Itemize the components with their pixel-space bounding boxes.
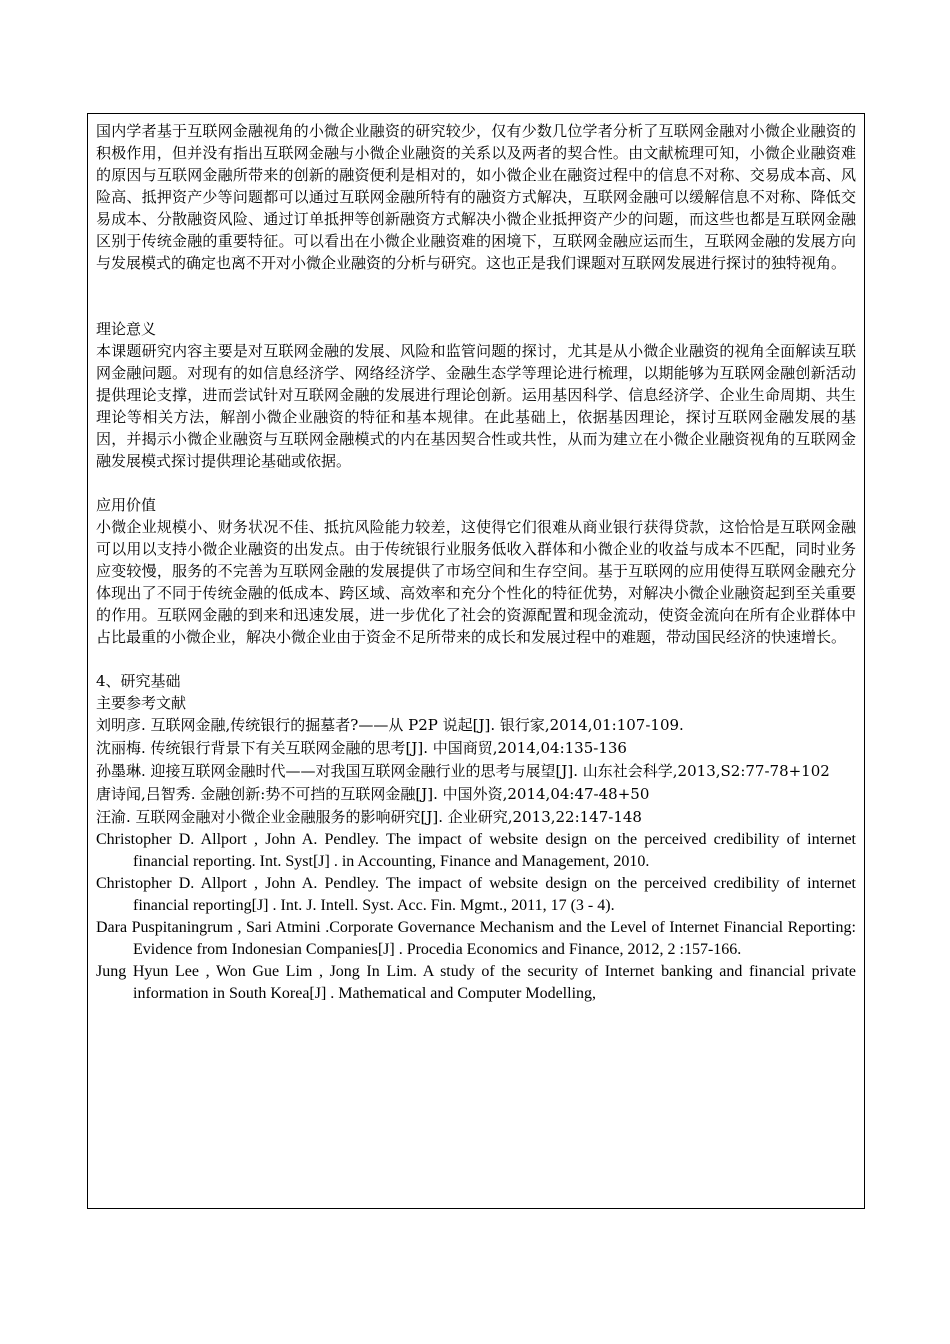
reference-item: Jung Hyun Lee , Won Gue Lim , Jong In Lim. A study of the security of Internet banking and financial private information in South Korea[J] . Mathematical and Computer Modelling, [96, 963, 856, 1002]
reference-item: 汪渝. 互联网金融对小微企业金融服务的影响研究[J]. 企业研究,2013,22:147-148 [96, 808, 642, 826]
application-heading: 应用价值 [96, 496, 157, 514]
spacer [96, 274, 856, 318]
reference-item: Christopher D. Allport , John A. Pendley. The impact of website design on the perceived credibility of internet financial reporting. Int. Syst[J] . in Accounting, Finance and Management, 2010. [96, 831, 856, 870]
references-heading: 主要参考文献 [96, 694, 187, 712]
theory-heading: 理论意义 [96, 320, 157, 338]
spacer [96, 472, 856, 494]
theory-body: 本课题研究内容主要是对互联网金融的发展、风险和监管问题的探讨，尤其是从小微企业融资的视角全面解读互联网金融问题。对现有的如信息经济学、网络经济学、金融生态学等理论进行梳理，以期能够为互联网金融创新活动提供理论支撑，进而尝试针对互联网金融的发展进行理论创新。运用基因科学、信息经济学、企业生命周期、共生理论等相关方法，解剖小微企业融资的特征和基本规律。在此基础上，依据基因理论，探讨互联网金融发展的基因，并揭示小微企业融资与互联网金融模式的内在基因契合性或共性，从而为建立在小微企业融资视角的互联网金融发展模式探讨提供理论基础或依据。 [96, 342, 856, 470]
content-frame [87, 113, 865, 1209]
reference-item: Christopher D. Allport , John A. Pendley. The impact of website design on the perceived credibility of internet financial reporting[J] . Int. J. Intell. Syst. Acc. Fin. Mgmt., 2011, 17 (3 ‑ 4). [96, 875, 856, 914]
spacer [96, 648, 856, 670]
reference-item: 唐诗闻,吕智秀. 金融创新:势不可挡的互联网金融[J]. 中国外资,2014,04:47-48+50 [96, 785, 650, 803]
intro-paragraph: 国内学者基于互联网金融视角的小微企业融资的研究较少，仅有少数几位学者分析了互联网金融对小微企业融资的积极作用，但并没有指出互联网金融与小微企业融资的关系以及两者的契合性。由文献梳理可知，小微企业融资难的原因与互联网金融所带来的创新的融资便利是相对的，如小微企业在融资过程中的信息不对称、交易成本高、风险高、抵押资产少等问题都可以通过互联网金融所特有的融资方式解决，互联网金融可以缓解信息不对称、降低交易成本、分散融资风险、通过订单抵押等创新融资方式解决小微企业抵押资产少的问题，而这些也都是互联网金融区别于传统金融的重要特征。可以看出在小微企业融资难的困境下，互联网金融应运而生，互联网金融的发展方向与发展模式的确定也离不开对小微企业融资的分析与研究。这也正是我们课题对互联网发展进行探讨的独特视角。 [96, 122, 856, 272]
reference-item: 孙墨琳. 迎接互联网金融时代——对我国互联网金融行业的思考与展望[J]. 山东社会科学,2013,S2:77-78+102 [96, 762, 830, 780]
section-heading: 4、研究基础 [96, 672, 181, 690]
reference-item: Dara Puspitaningrum , Sari Atmini .Corporate Governance Mechanism and the Level of Internet Financial Reporting: Evidence from Indonesian Companies[J] . Procedia Economics and Finance, 2012, 2 :157-166. [96, 919, 856, 958]
application-body: 小微企业规模小、财务状况不佳、抵抗风险能力较差，这使得它们很难从商业银行获得贷款，这恰恰是互联网金融可以用以支持小微企业融资的出发点。由于传统银行业服务低收入群体和小微企业的收益与成本不匹配，同时业务应变较慢，服务的不完善为互联网金融的发展提供了市场空间和生存空间。基于互联网的应用使得互联网金融充分体现出了不同于传统金融的低成本、跨区域、高效率和充分个性化的特征优势，对解决小微企业融资起到至关重要的作用。互联网金融的到来和迅速发展，进一步优化了社会的资源配置和现金流动，使资金流向在所有企业群体中占比最重的小微企业，解决小微企业由于资金不足所带来的成长和发展过程中的难题，带动国民经济的快速增长。 [96, 518, 856, 646]
reference-item: 刘明彦. 互联网金融,传统银行的掘墓者?——从 P2P 说起[J]. 银行家,2014,01:107-109. [96, 716, 684, 734]
reference-item: 沈丽梅. 传统银行背景下有关互联网金融的思考[J]. 中国商贸,2014,04:135-136 [96, 739, 627, 757]
